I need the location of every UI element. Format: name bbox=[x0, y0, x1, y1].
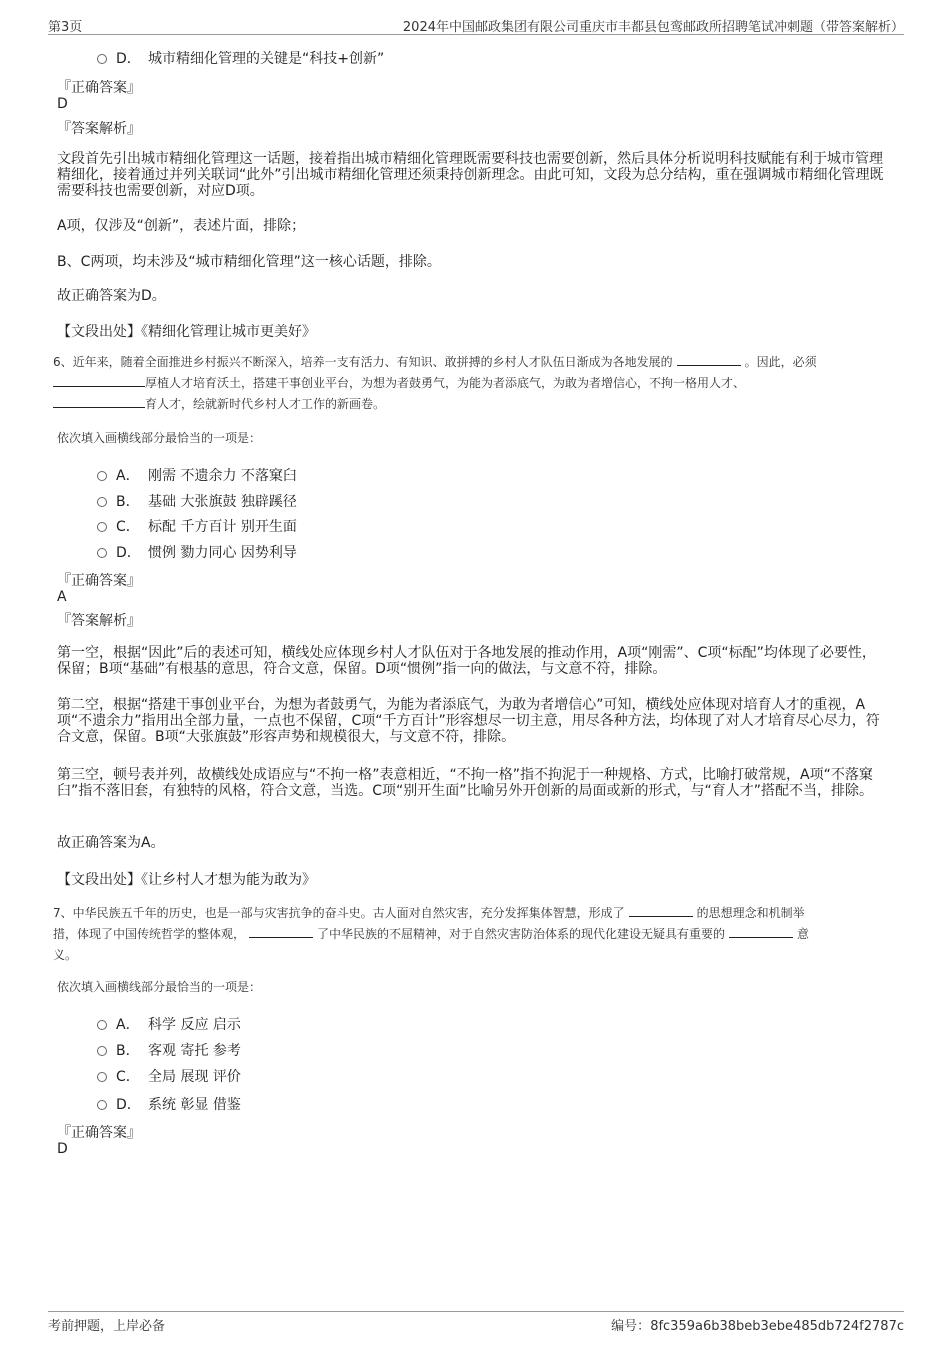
q7-option-c[interactable]: C． 全局 展现 评价 bbox=[97, 1066, 241, 1086]
document-title: 2024年中国邮政集团有限公司重庆市丰都县包鸾邮政所招聘笔试冲刺题（带答案解析） bbox=[402, 20, 904, 35]
q5-analysis-p4: 故正确答案为D。 bbox=[57, 288, 166, 304]
q6-analysis-p4: 故正确答案为A。 bbox=[57, 835, 165, 851]
q6-hint: 依次填入画横线部分最恰当的一项是： bbox=[57, 431, 262, 445]
q5-option-d[interactable]: D． 城市精细化管理的关键是“科技+创新” bbox=[97, 48, 384, 68]
q7-answer: D bbox=[57, 1141, 68, 1157]
blank bbox=[729, 925, 793, 938]
page-footer bbox=[48, 1311, 904, 1335]
q6-source: 【文段出处】《让乡村人才想为能为敢为》 bbox=[57, 872, 316, 888]
q6-analysis-p3: 第三空，顿号表并列，故横线处成语应与“不拘一格”表意相近，“不拘一格”指不拘泥于一种规格、方式，比喻打破常规，A项“不落窠臼”指不落旧套，有独特的风格，符合文意，当选。C项“别开生面”比喻另外开创新的局面或新的形式，与“育人才”搭配不当，排除。 bbox=[57, 767, 874, 799]
q5-answer: D bbox=[57, 96, 68, 112]
radio-icon[interactable] bbox=[97, 1046, 107, 1056]
radio-icon[interactable] bbox=[97, 471, 107, 481]
q6-option-c[interactable]: C． 标配 千方百计 别开生面 bbox=[97, 516, 297, 536]
page-header bbox=[48, 16, 904, 35]
q6-stem: 6、近年来，随着全面推进乡村振兴不断深入，培养一支有活力、有知识、敢拼搏的乡村人才队伍日渐成为各地发展的 。因此，必须 厚植人才培育沃土，搭建干事创业平台，为想为者鼓勇气，为能为者添底气，为敢为者增信心，不拘一格用人才、 育人才，绘就新时代乡村人才工作的新画卷。 bbox=[53, 355, 817, 411]
analysis-label: 『答案解析』 bbox=[57, 121, 141, 137]
q5-analysis-p1: 文段首先引出城市精细化管理这一话题，接着指出城市精细化管理既需要科技也需要创新，然后具体分析说明科技赋能有利于城市管理精细化，接着通过并列关联词“此外”引出城市精细化管理还须秉持创新理念。由此可知，文段为总分结构，重在强调城市精细化管理既需要科技也需要创新，对应D项。 bbox=[57, 151, 884, 199]
answer-label: 『正确答案』 bbox=[57, 80, 141, 96]
q6-answer: A bbox=[57, 589, 67, 605]
blank bbox=[629, 904, 693, 917]
footer-slogan: 考前押题，上岸必备 bbox=[48, 1319, 166, 1334]
q6-analysis-p2: 第二空，根据“搭建干事创业平台，为想为者鼓勇气，为能为者添底气，为敢为者增信心”可知，横线处应体现对培育人才的重视，A项“不遗余力”指用出全部力量，一点也不保留，C项“千方百计”形容想尽一切主意，用尽各种方法，均体现了对人才培育尽心尽力，符合文意，保留。B项“大张旗鼓”形容声势和规模很大，与文意不符，排除。 bbox=[57, 697, 880, 745]
radio-icon[interactable] bbox=[97, 522, 107, 532]
q7-option-a[interactable]: A． 科学 反应 启示 bbox=[97, 1014, 241, 1034]
radio-icon[interactable] bbox=[97, 1020, 107, 1030]
q7-stem: 7、中华民族五千年的历史，也是一部与灾害抗争的奋斗史。古人面对自然灾害，充分发挥集体智慧，形成了 的思想理念和机制举 措，体现了中国传统哲学的整体观， 了中华民族的不屈精神，对于自然灾害防治体系的现代化建设无疑具有重要的 意 义。 bbox=[53, 906, 810, 962]
q5-analysis-p2: A项，仅涉及“创新”，表述片面，排除； bbox=[57, 218, 306, 234]
answer-label: 『正确答案』 bbox=[57, 573, 141, 589]
blank bbox=[677, 353, 741, 366]
blank bbox=[53, 374, 145, 387]
q7-option-b[interactable]: B． 客观 寄托 参考 bbox=[97, 1040, 241, 1060]
blank bbox=[53, 395, 145, 408]
radio-icon[interactable] bbox=[97, 54, 107, 64]
analysis-label: 『答案解析』 bbox=[57, 613, 141, 629]
q6-option-b[interactable]: B． 基础 大张旗鼓 独辟蹊径 bbox=[97, 491, 297, 511]
q7-hint: 依次填入画横线部分最恰当的一项是： bbox=[57, 980, 262, 994]
answer-label: 『正确答案』 bbox=[57, 1125, 141, 1141]
q6-option-d[interactable]: D． 惯例 勠力同心 因势利导 bbox=[97, 542, 297, 562]
document-code: 编号：8fc359a6b38beb3ebe485db724f2787c bbox=[611, 1319, 904, 1334]
page-number: 第3页 bbox=[48, 20, 83, 35]
radio-icon[interactable] bbox=[97, 1100, 107, 1110]
q5-analysis-p3: B、C两项，均未涉及“城市精细化管理”这一核心话题，排除。 bbox=[57, 254, 441, 270]
blank bbox=[249, 925, 313, 938]
q6-option-a[interactable]: A． 刚需 不遗余力 不落窠臼 bbox=[97, 465, 297, 485]
q6-analysis-p1: 第一空，根据“因此”后的表述可知，横线处应体现乡村人才队伍对于各地发展的推动作用，A项“刚需”、C项“标配”均体现了必要性，保留；B项“基础”有根基的意思，符合文意，保留。D项“惯例”指一向的做法，与文意不符，排除。 bbox=[57, 645, 876, 677]
radio-icon[interactable] bbox=[97, 548, 107, 558]
q7-option-d[interactable]: D． 系统 彰显 借鉴 bbox=[97, 1094, 241, 1114]
q5-source: 【文段出处】《精细化管理让城市更美好》 bbox=[57, 324, 316, 340]
radio-icon[interactable] bbox=[97, 497, 107, 507]
radio-icon[interactable] bbox=[97, 1072, 107, 1082]
